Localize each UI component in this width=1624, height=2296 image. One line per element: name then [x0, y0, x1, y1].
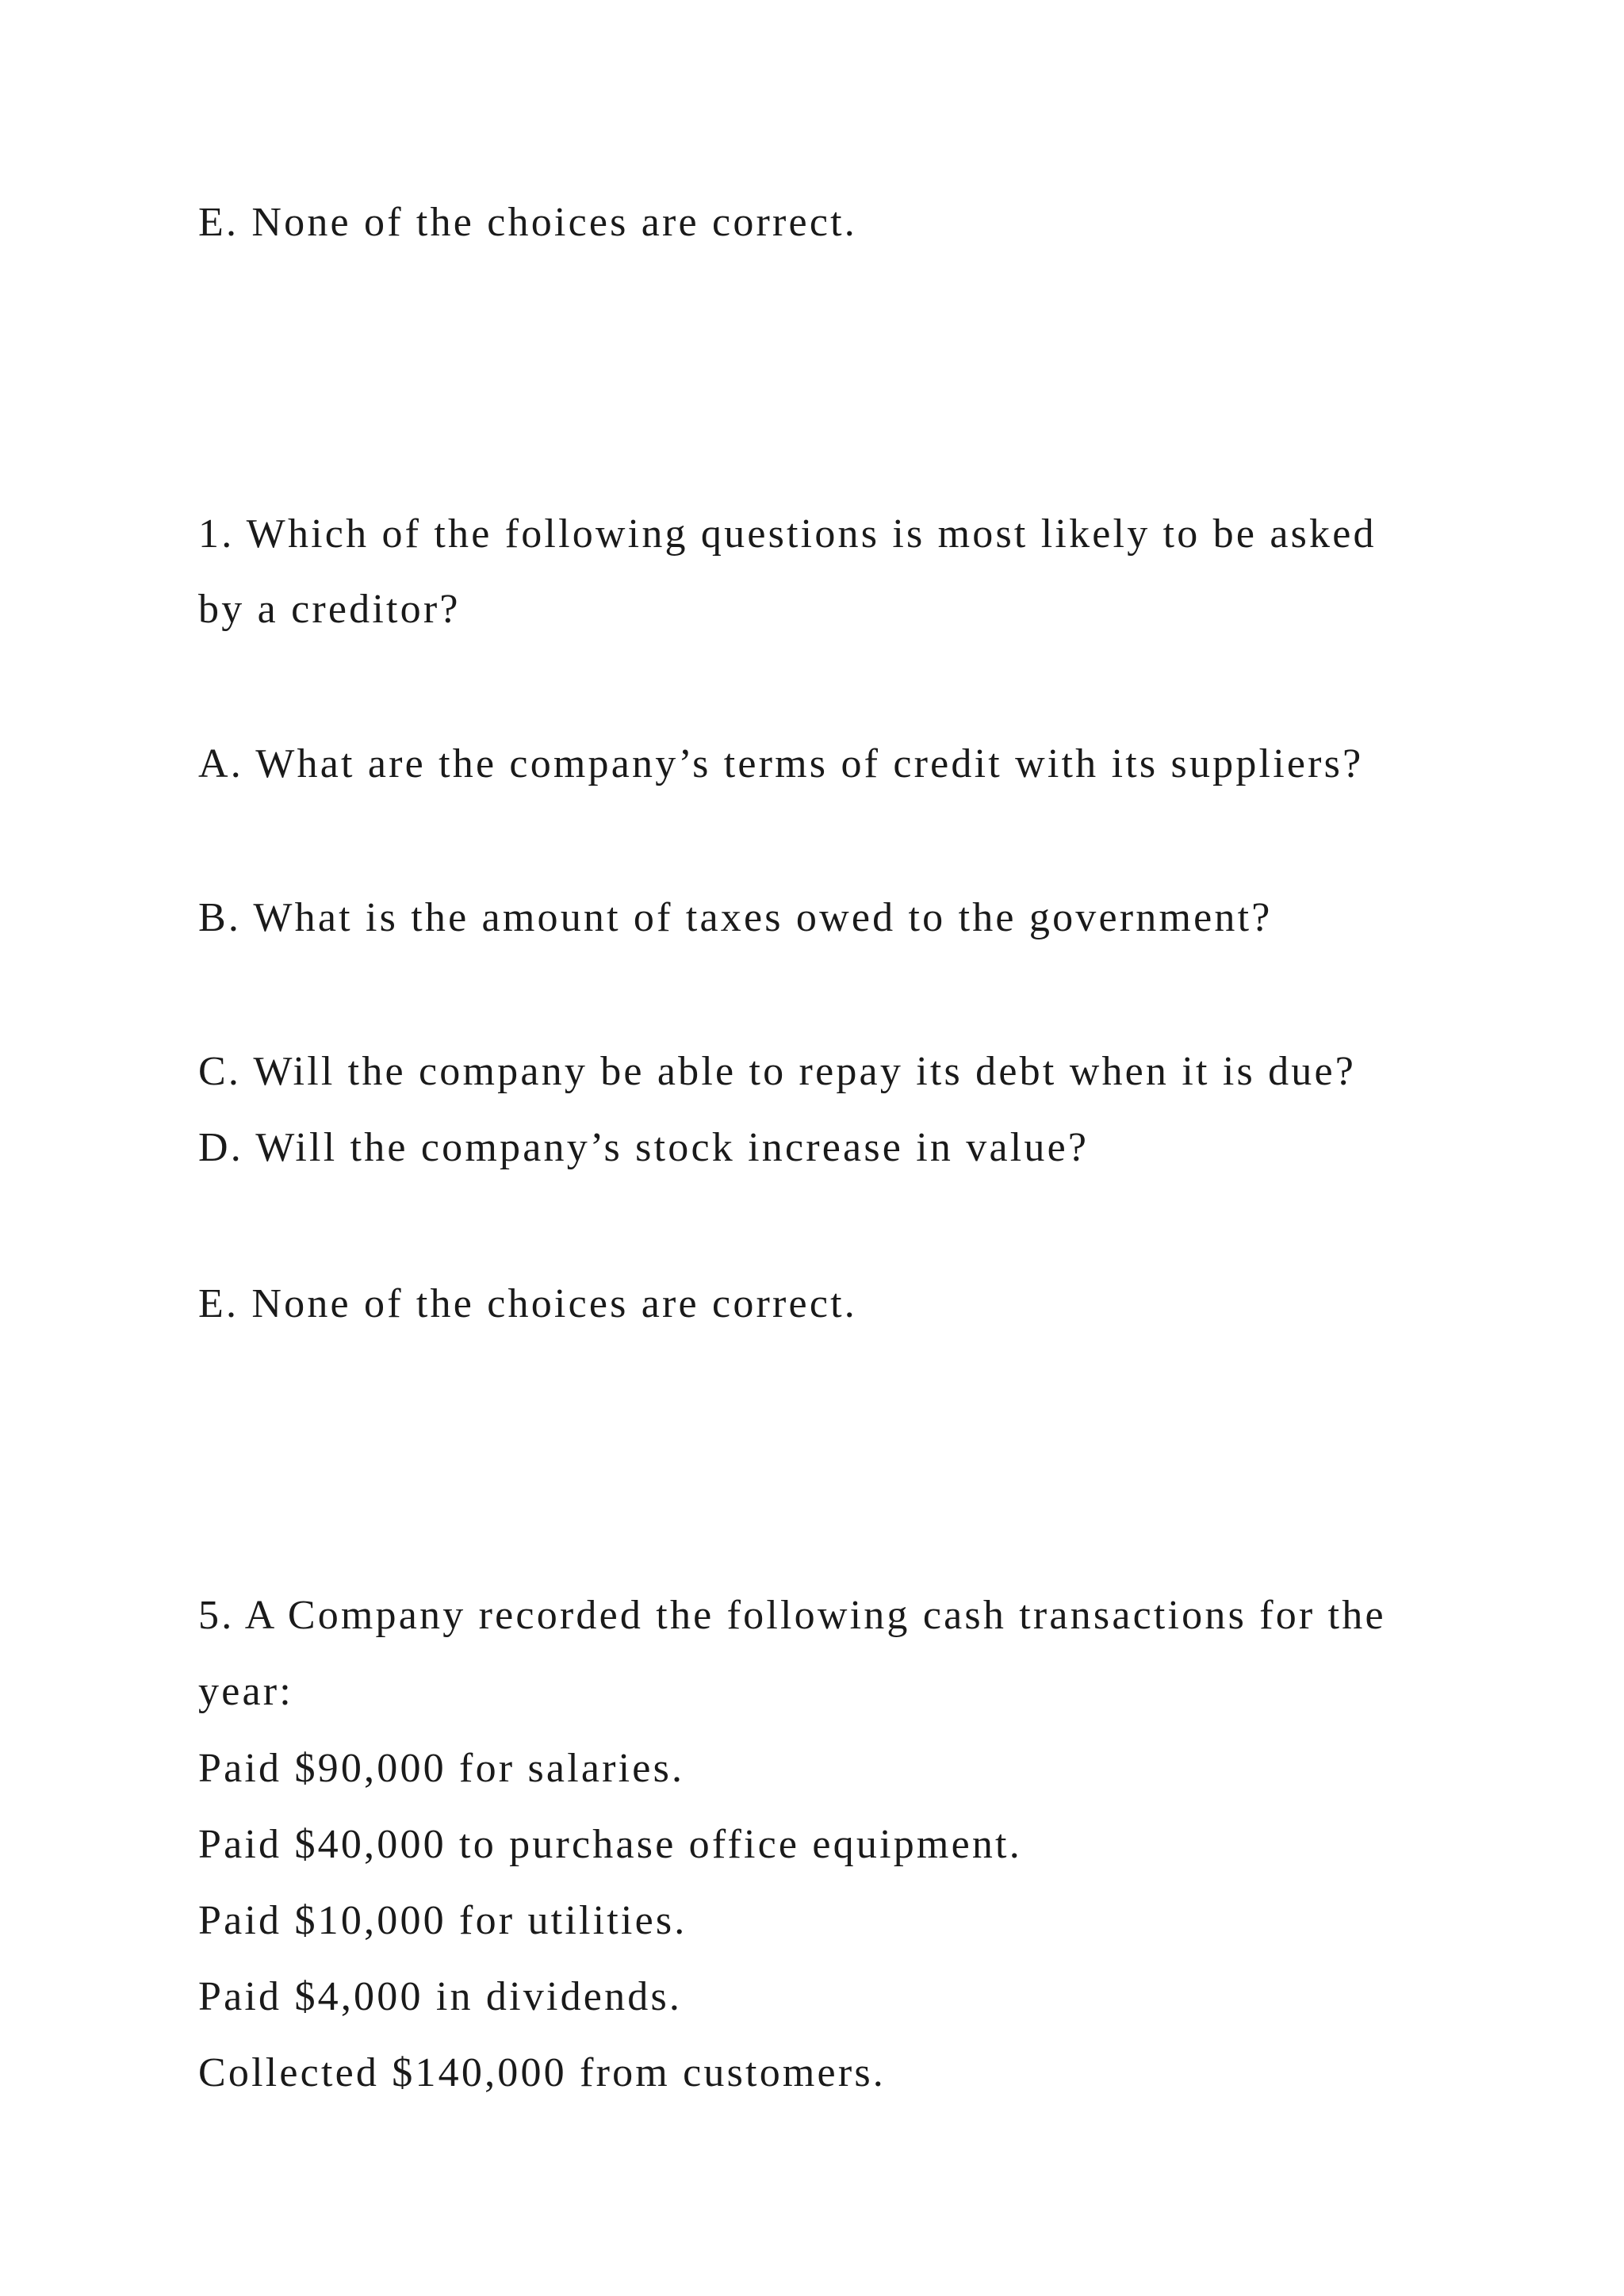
- question-1-stem-line-2: by a creditor?: [198, 587, 461, 632]
- question-1-option-a: A. What are the company’s terms of credit with its suppliers?: [198, 741, 1364, 786]
- question-5-stem-line-2: year:: [198, 1669, 293, 1714]
- question-1-option-c: C. Will the company be able to repay its debt when it is due?: [198, 1049, 1357, 1094]
- question-5-stem-line-1: 5. A Company recorded the following cash transactions for the: [198, 1593, 1386, 1638]
- transaction-item: Paid $4,000 in dividends.: [198, 1974, 683, 2019]
- transaction-item: Collected $140,000 from customers.: [198, 2050, 886, 2095]
- question-1-option-e: E. None of the choices are correct.: [198, 1281, 857, 1326]
- question-1-stem-line-1: 1. Which of the following questions is most likely to be asked: [198, 511, 1377, 557]
- transaction-item: Paid $90,000 for salaries.: [198, 1746, 685, 1791]
- transaction-item: Paid $10,000 for utilities.: [198, 1898, 688, 1943]
- previous-question-option-e: E. None of the choices are correct.: [198, 200, 857, 245]
- question-1-option-d: D. Will the company’s stock increase in value?: [198, 1125, 1090, 1170]
- transaction-item: Paid $40,000 to purchase office equipment.: [198, 1822, 1022, 1867]
- question-1-option-b: B. What is the amount of taxes owed to the government?: [198, 895, 1273, 940]
